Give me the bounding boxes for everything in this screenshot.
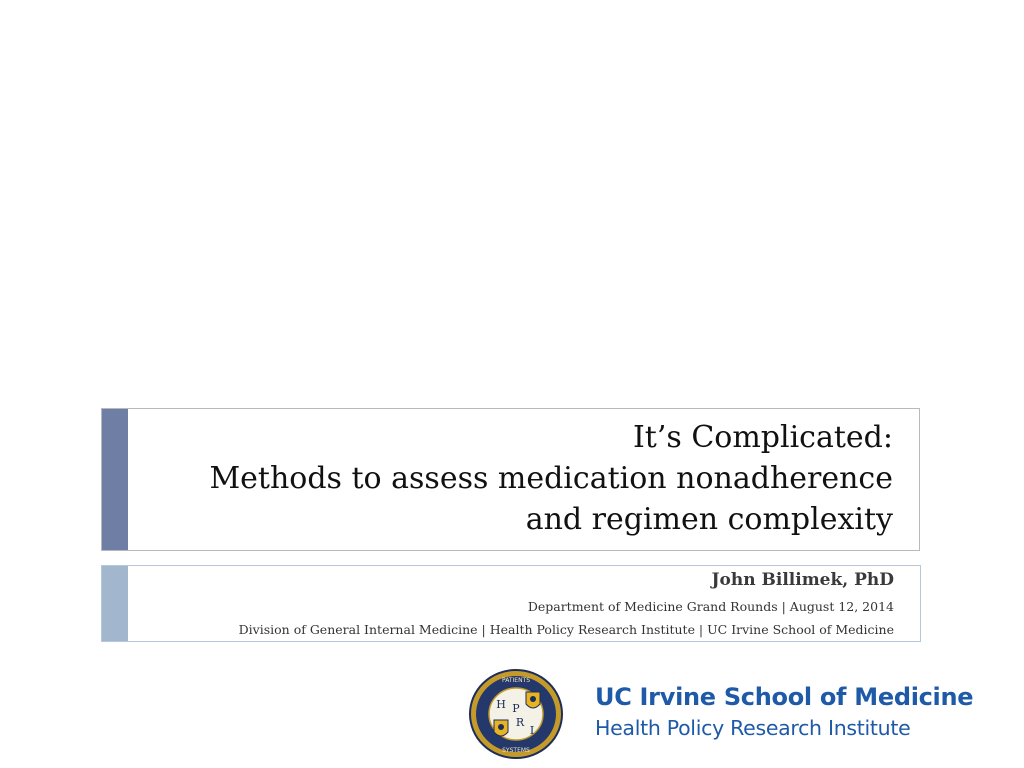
subtitle-box — [101, 565, 921, 642]
seal-letter-i: I — [529, 724, 535, 737]
affiliations-line: Division of General Internal Medicine | Health Policy Research Institute | UC Irvine School of Medicine — [238, 622, 894, 637]
seal-letter-r: R — [515, 716, 525, 729]
title-accent-bar — [102, 409, 128, 550]
seal-arc-bottom: SYSTEMS — [502, 747, 530, 754]
seal-letter-p: P — [512, 702, 520, 715]
institute-name: Health Policy Research Institute — [595, 716, 911, 740]
school-name: UC Irvine School of Medicine — [595, 683, 974, 711]
hpri-seal-logo — [468, 668, 564, 760]
institution-logo-text — [595, 680, 1023, 742]
title-line-3: and regimen complexity — [525, 502, 893, 537]
title-line-1: It’s Complicated: — [632, 420, 893, 455]
event-line: Department of Medicine Grand Rounds | August 12, 2014 — [527, 599, 894, 614]
title-line-2: Methods to assess medication nonadherence — [209, 461, 893, 496]
author-name: John Billimek, PhD — [711, 570, 894, 590]
subtitle-accent-bar — [102, 566, 128, 641]
slide-title — [133, 417, 893, 540]
title-box — [101, 408, 920, 551]
seal-letter-h: H — [496, 698, 506, 711]
seal-arc-top: PATIENTS — [501, 677, 531, 684]
